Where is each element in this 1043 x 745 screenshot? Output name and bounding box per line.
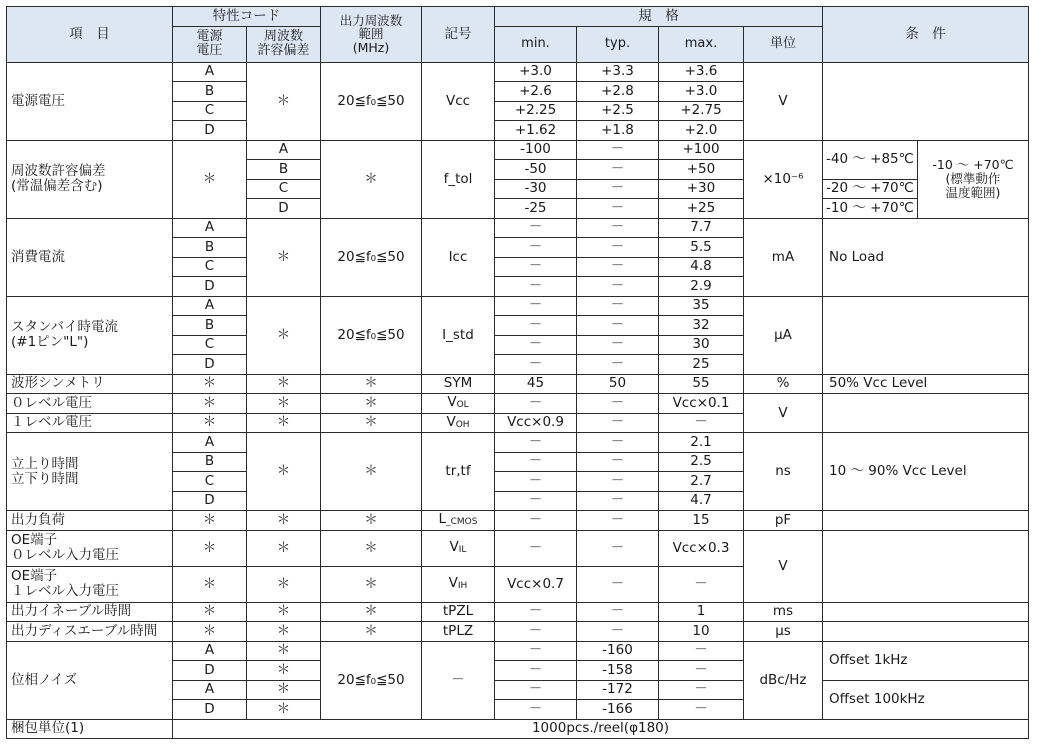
star-cell: ＊	[321, 602, 422, 622]
star-cell: ＊	[247, 413, 321, 433]
symbol-cell: tr,tf	[422, 433, 495, 511]
typ-cell: －	[577, 472, 659, 492]
typ-cell: －	[577, 452, 659, 472]
condition-cell	[823, 511, 1029, 531]
row-label-noise: 位相ノイズ	[7, 641, 173, 719]
code-cell: A	[173, 433, 247, 453]
symbol-cell: I_std	[422, 296, 495, 374]
symbol-cell: Icc	[422, 218, 495, 296]
max-cell: Vcc×0.1	[659, 394, 744, 414]
table-row	[7, 511, 1029, 531]
row-label-vih: OE端子 １レベル入力電圧	[7, 566, 173, 602]
condition-cell: -10 ～ +70℃ (標準動作 温度範囲)	[918, 140, 1029, 218]
condition-cell: 10 ～ 90% Vcc Level	[823, 433, 1029, 511]
code-cell: B	[173, 316, 247, 336]
typ-cell: +3.3	[577, 62, 659, 82]
typ-cell: －	[577, 335, 659, 355]
min-cell: －	[495, 296, 577, 316]
typ-cell: 50	[577, 374, 659, 394]
max-cell: －	[659, 680, 744, 700]
min-cell: －	[495, 257, 577, 277]
code-cell: A	[247, 140, 321, 160]
code-cell: C	[173, 472, 247, 492]
min-cell: －	[495, 622, 577, 642]
code-cell: D	[173, 700, 247, 720]
condition-cell: Offset 100kHz	[823, 680, 1029, 719]
min-cell: -30	[495, 179, 577, 199]
min-cell: －	[495, 700, 577, 720]
table-row	[7, 140, 1029, 160]
typ-cell: -158	[577, 661, 659, 681]
typ-cell: －	[577, 316, 659, 336]
star-cell: ＊	[247, 218, 321, 296]
symbol-sub: OH	[455, 419, 470, 430]
code-cell: B	[173, 82, 247, 102]
code-cell: B	[173, 238, 247, 258]
typ-cell: －	[577, 355, 659, 375]
star-cell: ＊	[247, 62, 321, 140]
header-tolerance: 周波数 許容偏差	[247, 26, 321, 62]
symbol-main: V	[448, 575, 458, 592]
typ-cell: +2.8	[577, 82, 659, 102]
star-cell: ＊	[247, 511, 321, 531]
freq-cell: 20≦f₀≦50	[321, 296, 422, 374]
typ-cell: －	[577, 413, 659, 433]
star-cell: ＊	[247, 700, 321, 720]
table-row	[7, 433, 1029, 453]
star-cell: ＊	[173, 394, 247, 414]
typ-cell: -166	[577, 700, 659, 720]
typ-cell: －	[577, 394, 659, 414]
table-row	[7, 296, 1029, 316]
table-row	[7, 622, 1029, 642]
star-cell: ＊	[247, 433, 321, 511]
min-cell: －	[495, 218, 577, 238]
min-cell: －	[495, 355, 577, 375]
header-conditions: 条 件	[823, 7, 1029, 63]
star-cell: ＊	[321, 140, 422, 218]
min-cell: -50	[495, 160, 577, 180]
max-cell: 2.9	[659, 277, 744, 297]
code-cell: A	[173, 218, 247, 238]
star-cell: ＊	[173, 530, 247, 566]
row-label-voh: １レベル電圧	[7, 413, 173, 433]
header-min: min.	[495, 26, 577, 62]
row-label-vol: ０レベル電圧	[7, 394, 173, 414]
max-cell: +50	[659, 160, 744, 180]
symbol-main: L	[438, 511, 447, 528]
typ-cell: －	[577, 140, 659, 160]
star-cell: ＊	[321, 374, 422, 394]
code-cell: D	[173, 121, 247, 141]
typ-cell: －	[577, 602, 659, 622]
typ-cell: -172	[577, 680, 659, 700]
typ-cell: －	[577, 257, 659, 277]
code-cell: D	[173, 491, 247, 511]
min-cell: +1.62	[495, 121, 577, 141]
typ-cell: －	[577, 491, 659, 511]
min-cell: +2.6	[495, 82, 577, 102]
star-cell: ＊	[247, 680, 321, 700]
max-cell: 35	[659, 296, 744, 316]
header-spec: 規 格	[495, 7, 823, 27]
row-label-vil: OE端子 ０レベル入力電圧	[7, 530, 173, 566]
table-row	[7, 719, 1029, 739]
min-cell: 45	[495, 374, 577, 394]
symbol-cell: Vcc	[422, 62, 495, 140]
max-cell: 4.8	[659, 257, 744, 277]
unit-cell: V	[744, 62, 823, 140]
star-cell: ＊	[321, 433, 422, 511]
header-char-code: 特性コード	[173, 7, 321, 27]
condition-cell: Offset 1kHz	[823, 641, 1029, 680]
unit-cell: %	[744, 374, 823, 394]
max-cell: +2.0	[659, 121, 744, 141]
row-label-istd: スタンバイ時電流 (#1ピン"L")	[7, 296, 173, 374]
max-cell: +3.0	[659, 82, 744, 102]
symbol-sub: _CMOS	[446, 517, 478, 528]
star-cell: ＊	[247, 661, 321, 681]
spec-table	[6, 6, 1029, 739]
header-max: max.	[659, 26, 744, 62]
packing-value: 1000pcs./reel(φ180)	[173, 719, 1029, 739]
condition-cell: -20 ～ +70℃	[823, 179, 918, 199]
symbol-main: V	[447, 394, 457, 411]
max-cell: +100	[659, 140, 744, 160]
min-cell: -100	[495, 140, 577, 160]
condition-cell: -10 ～ +70℃	[823, 199, 918, 219]
star-cell: ＊	[321, 394, 422, 414]
min-cell: -25	[495, 199, 577, 219]
code-cell: C	[173, 101, 247, 121]
table-row	[7, 602, 1029, 622]
min-cell: －	[495, 602, 577, 622]
max-cell: 2.1	[659, 433, 744, 453]
star-cell: ＊	[321, 511, 422, 531]
typ-cell: －	[577, 218, 659, 238]
star-cell: ＊	[173, 140, 247, 218]
typ-cell: +2.5	[577, 101, 659, 121]
typ-cell: －	[577, 296, 659, 316]
min-cell: －	[495, 530, 577, 566]
symbol-sub: IH	[457, 581, 468, 592]
code-cell: C	[173, 335, 247, 355]
symbol-cell: tPZL	[422, 602, 495, 622]
max-cell: －	[659, 566, 744, 602]
table-row	[7, 394, 1029, 414]
typ-cell: －	[577, 277, 659, 297]
row-label-load: 出力負荷	[7, 511, 173, 531]
max-cell: 5.5	[659, 238, 744, 258]
row-label-packing: 梱包単位(1)	[7, 719, 173, 739]
condition-cell	[823, 530, 1029, 602]
unit-cell: mA	[744, 218, 823, 296]
star-cell: ＊	[247, 622, 321, 642]
code-cell: D	[173, 661, 247, 681]
max-cell: 7.7	[659, 218, 744, 238]
min-cell: －	[495, 433, 577, 453]
code-cell: A	[173, 641, 247, 661]
star-cell: ＊	[173, 374, 247, 394]
min-cell: －	[495, 277, 577, 297]
freq-cell: 20≦f₀≦50	[321, 62, 422, 140]
code-cell: A	[173, 62, 247, 82]
star-cell: ＊	[173, 511, 247, 531]
condition-cell	[823, 296, 1029, 374]
max-cell: 1	[659, 602, 744, 622]
condition-cell: -40 ～ +85℃	[823, 140, 918, 179]
code-cell: D	[173, 277, 247, 297]
star-cell: ＊	[173, 602, 247, 622]
condition-cell	[823, 394, 1029, 433]
table-row	[7, 530, 1029, 566]
code-cell: A	[173, 296, 247, 316]
min-cell: －	[495, 316, 577, 336]
row-label-tplz: 出力ディスエーブル時間	[7, 622, 173, 642]
symbol-cell: －	[422, 641, 495, 719]
code-cell: A	[173, 680, 247, 700]
max-cell: －	[659, 641, 744, 661]
star-cell: ＊	[173, 622, 247, 642]
star-cell: ＊	[321, 530, 422, 566]
min-cell: +3.0	[495, 62, 577, 82]
table-row	[7, 62, 1029, 82]
unit-cell: V	[744, 394, 823, 433]
star-cell: ＊	[247, 566, 321, 602]
code-cell: C	[247, 179, 321, 199]
max-cell: 32	[659, 316, 744, 336]
unit-cell: ns	[744, 433, 823, 511]
symbol-cell	[422, 530, 495, 566]
unit-cell: μA	[744, 296, 823, 374]
star-cell: ＊	[321, 413, 422, 433]
max-cell: +2.75	[659, 101, 744, 121]
typ-cell: －	[577, 199, 659, 219]
star-cell: ＊	[247, 374, 321, 394]
header-item: 項 目	[7, 7, 173, 63]
condition-cell	[823, 602, 1029, 622]
header-row-1	[7, 7, 1029, 27]
typ-cell: －	[577, 566, 659, 602]
max-cell: 25	[659, 355, 744, 375]
symbol-cell	[422, 413, 495, 433]
star-cell: ＊	[247, 602, 321, 622]
freq-cell: 20≦f₀≦50	[321, 641, 422, 719]
min-cell: －	[495, 238, 577, 258]
header-supply: 電源 電圧	[173, 26, 247, 62]
row-label-ftol: 周波数許容偏差 (常温偏差含む)	[7, 140, 173, 218]
row-label-tpzl: 出力イネーブル時間	[7, 602, 173, 622]
unit-cell: ×10⁻⁶	[744, 140, 823, 218]
typ-cell: －	[577, 511, 659, 531]
symbol-sub: OL	[456, 400, 469, 411]
header-unit: 単位	[744, 26, 823, 62]
min-cell: －	[495, 680, 577, 700]
header-typ: typ.	[577, 26, 659, 62]
unit-cell: ms	[744, 602, 823, 622]
star-cell: ＊	[321, 622, 422, 642]
max-cell: 10	[659, 622, 744, 642]
min-cell: －	[495, 335, 577, 355]
row-label-icc: 消費電流	[7, 218, 173, 296]
table-row	[7, 641, 1029, 661]
min-cell: －	[495, 661, 577, 681]
symbol-cell	[422, 394, 495, 414]
header-freq-range: 出力周波数 範囲 (MHz)	[321, 7, 422, 63]
row-label-trtf: 立上り時間 立下り時間	[7, 433, 173, 511]
min-cell: Vcc×0.7	[495, 566, 577, 602]
star-cell: ＊	[247, 530, 321, 566]
header-symbol: 記号	[422, 7, 495, 63]
star-cell: ＊	[247, 394, 321, 414]
typ-cell: －	[577, 622, 659, 642]
freq-cell: 20≦f₀≦50	[321, 218, 422, 296]
unit-cell: pF	[744, 511, 823, 531]
row-label-vcc: 電源電圧	[7, 62, 173, 140]
max-cell: +3.6	[659, 62, 744, 82]
min-cell: －	[495, 472, 577, 492]
min-cell: －	[495, 511, 577, 531]
row-label-sym: 波形シンメトリ	[7, 374, 173, 394]
max-cell: +30	[659, 179, 744, 199]
condition-cell: 50% Vcc Level	[823, 374, 1029, 394]
code-cell: D	[173, 355, 247, 375]
symbol-cell: SYM	[422, 374, 495, 394]
table-row	[7, 374, 1029, 394]
symbol-cell: tPLZ	[422, 622, 495, 642]
star-cell: ＊	[173, 566, 247, 602]
symbol-sub: IL	[458, 545, 467, 556]
code-cell: C	[173, 257, 247, 277]
symbol-cell	[422, 566, 495, 602]
symbol-main: V	[449, 539, 459, 556]
condition-cell: No Load	[823, 218, 1029, 296]
max-cell: 4.7	[659, 491, 744, 511]
typ-cell: －	[577, 238, 659, 258]
max-cell: 2.7	[659, 472, 744, 492]
typ-cell: +1.8	[577, 121, 659, 141]
max-cell: －	[659, 700, 744, 720]
star-cell: ＊	[321, 566, 422, 602]
unit-cell: dBc/Hz	[744, 641, 823, 719]
condition-cell	[823, 622, 1029, 642]
min-cell: －	[495, 394, 577, 414]
code-cell: B	[247, 160, 321, 180]
symbol-main: V	[446, 413, 456, 430]
table-row	[7, 218, 1029, 238]
max-cell: －	[659, 413, 744, 433]
max-cell: 30	[659, 335, 744, 355]
min-cell: +2.25	[495, 101, 577, 121]
code-cell: D	[247, 199, 321, 219]
symbol-cell: f_tol	[422, 140, 495, 218]
max-cell: +25	[659, 199, 744, 219]
min-cell: －	[495, 452, 577, 472]
code-cell: B	[173, 452, 247, 472]
min-cell: Vcc×0.9	[495, 413, 577, 433]
condition-cell	[823, 62, 1029, 140]
unit-cell: μs	[744, 622, 823, 642]
star-cell: ＊	[173, 413, 247, 433]
typ-cell: －	[577, 160, 659, 180]
symbol-cell	[422, 511, 495, 531]
max-cell: －	[659, 661, 744, 681]
star-cell: ＊	[247, 296, 321, 374]
star-cell: ＊	[247, 641, 321, 661]
typ-cell: －	[577, 433, 659, 453]
typ-cell: －	[577, 179, 659, 199]
typ-cell: －	[577, 530, 659, 566]
max-cell: 55	[659, 374, 744, 394]
max-cell: Vcc×0.3	[659, 530, 744, 566]
unit-cell: V	[744, 530, 823, 602]
max-cell: 2.5	[659, 452, 744, 472]
min-cell: －	[495, 641, 577, 661]
min-cell: －	[495, 491, 577, 511]
max-cell: 15	[659, 511, 744, 531]
typ-cell: -160	[577, 641, 659, 661]
